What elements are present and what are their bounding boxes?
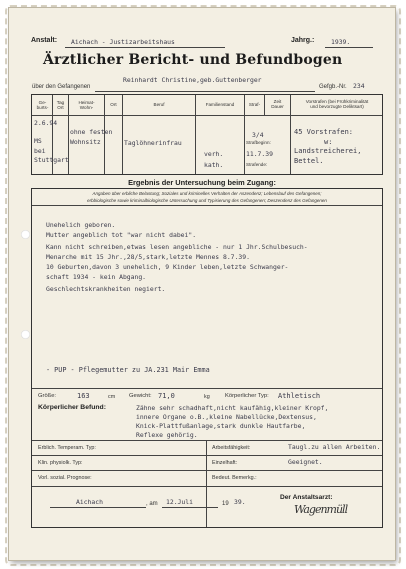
strafende-label: Strafende:: [246, 162, 268, 167]
footer-am-label: , am: [146, 501, 158, 507]
hdr-familienstand: Familienstand: [205, 102, 235, 107]
jahrg-label: Jahrg.:: [291, 37, 315, 44]
footer-year-prefix: 19: [222, 501, 229, 507]
familienstand-1: verh.: [204, 150, 224, 158]
arbeits-value: Taugl.zu allen Arbeiten.: [288, 443, 381, 451]
birth-place-3: Stuttgart: [34, 156, 69, 164]
birth-place-1: MS: [34, 137, 42, 145]
section-subheading-2: erbbiologische sowie kriminalbiologische Untersuchung und Typisierung des Gefangenen; Deszendenz des Gefangenen: [87, 198, 327, 203]
vorstrafen-4: Bettel.: [294, 157, 324, 165]
vorstrafen-1: 45 Vorstrafen:: [294, 128, 354, 136]
document-page: [9, 8, 395, 560]
finding-line: Geschlechtskrankheiten negiert.: [46, 285, 166, 293]
befund-label: Körperlicher Befund:: [38, 404, 106, 411]
hdr-straf: Straf-: [248, 102, 261, 107]
heimat-2: Wohnsitz: [70, 138, 101, 146]
hdr-vorstrafen: Vorstrafen (bei Frühkriminalität und bevorzugte Deliktsart): [305, 99, 369, 109]
date-underline: [162, 507, 218, 508]
anstalt-label: Anstalt:: [31, 37, 58, 44]
info-table-header-rule: [32, 115, 382, 116]
gewicht-unit: kg: [204, 394, 210, 400]
befund-line: Zähne sehr schadhaft,nicht kaufähig,kleiner Kropf,: [136, 404, 329, 412]
finding-line: Unehelich geboren.: [46, 221, 116, 229]
strafbeginn-label: Strafbeginn:: [246, 140, 271, 145]
footer-year: 39.: [234, 498, 246, 506]
info-table: [31, 94, 383, 175]
footer-rule: [32, 486, 382, 487]
prisoner-underline: [95, 91, 315, 92]
form-title: Ärztlicher Bericht- und Befundbogen: [43, 52, 343, 68]
befund-line: innere Organe o.B.,kleine Nabellücke,Dextensus,: [136, 413, 317, 421]
einzel-value: Geeignet.: [288, 458, 323, 466]
vorstrafen-2: w:: [324, 138, 333, 146]
gefgb-value: 234: [353, 82, 365, 90]
arzt-signature: Wagenmüll: [294, 503, 348, 516]
befund-line: Reflexe gehörig.: [136, 431, 198, 439]
arbeits-label: Arbeitsfähigkeit:: [212, 445, 251, 451]
prisoner-name: Reinhardt Christine,geb.Guttenberger: [123, 76, 262, 84]
bottom-grid-divider: [206, 440, 207, 527]
befund-line: Knick-Plattfußanlage,stark dunkle Hautfarbe,: [136, 422, 306, 430]
pup-line: - PUP - Pflegemutter zu JA.231 Mair Emma: [46, 366, 210, 374]
footer-date: 12.Juli: [166, 498, 193, 506]
heimat-1: ohne festen: [70, 128, 113, 136]
strafbeginn-value: 11.7.39: [246, 150, 273, 158]
klin-label: Klin. physiolk. Typ:: [38, 460, 83, 466]
groesse-label: Größe:: [38, 393, 57, 399]
anstalt-underline: [65, 47, 225, 48]
arzt-label: Der Anstaltsarzt:: [280, 494, 333, 501]
hdr-tag: Tag Ort: [56, 100, 65, 110]
finding-line: schaft 1934 - kein Abgang.: [46, 273, 147, 281]
typ-value: Athletisch: [278, 392, 321, 400]
birth-date: 2.6.94: [34, 119, 58, 127]
bemerk-label: Bedeut. Bemerkg.:: [212, 475, 257, 481]
punch-hole-top: [21, 230, 30, 239]
einzel-label: Einzelhaft:: [212, 460, 238, 466]
groesse-value: 163: [77, 392, 90, 400]
straf-value: 3/4: [252, 131, 264, 139]
jahrg-underline: [325, 47, 373, 48]
examination-box: [31, 188, 383, 528]
place-underline: [50, 507, 146, 508]
findings-list: [46, 221, 308, 295]
gewicht-value: 71,0: [158, 392, 175, 400]
finding-line: Kann nicht schreiben,etwas lesen angebliche - nur 1 Jhr.Schulbesuch-: [46, 243, 308, 251]
hdr-zeit: Zeit Dauer: [271, 99, 284, 109]
groesse-unit: cm: [108, 394, 116, 400]
anstalt-value: Aichach - Justizarbeitshaus: [71, 38, 175, 46]
bottom-grid-rule: [32, 455, 382, 456]
bottom-grid-rule: [32, 470, 382, 471]
ueber-label: über den Gefangenen: [32, 84, 91, 90]
jahrg-value: 1939.: [331, 38, 351, 46]
typ-label: Körperlicher Typ:: [225, 393, 269, 399]
birth-place-2: bei: [34, 147, 46, 155]
beruf-value: Taglöhnerinfrau: [124, 139, 182, 147]
footer-place: Aichach: [76, 498, 103, 506]
vorstrafen-3: Landstreicherei,: [294, 147, 362, 155]
hdr-geburts: Ge- burts-: [36, 100, 49, 110]
subheading-rule: [32, 205, 382, 206]
gewicht-label: Gewicht:: [129, 393, 152, 399]
finding-line: Mutter angeblich tot "war nicht dabei".: [46, 231, 197, 239]
hdr-heimat: Heimat- Wohn-: [78, 100, 95, 110]
vorl-label: Vorl. sozial. Prognose:: [38, 475, 92, 481]
punch-hole-bottom: [21, 330, 30, 339]
befund-lines: [136, 404, 328, 440]
measures-rule: [32, 388, 382, 389]
bottom-grid-top-rule: [32, 440, 382, 441]
section-subheading-1: Angaben über erbliche Belastung; Soziales und kriminelles Verhalten der Aszendenz; Lebenslauf des Gefangenen;: [92, 191, 322, 196]
hdr-ort: Ort: [110, 102, 117, 107]
section-heading: Ergebnis der Untersuchung beim Zugang:: [128, 178, 276, 187]
erbl-label: Erblich. Temperam. Typ:: [38, 445, 96, 451]
familienstand-2: kath.: [204, 161, 224, 169]
gefgb-label: Gefgb.-Nr.: [319, 84, 347, 90]
finding-line: 10 Geburten,davon 3 unehelich, 9 Kinder leben,letzte Schwanger-: [46, 263, 289, 271]
hdr-beruf: Beruf: [153, 102, 165, 107]
finding-line: Menarche mit 15 Jhr.,28/5,stark,letzte Mennes 8.7.39.: [46, 253, 250, 261]
